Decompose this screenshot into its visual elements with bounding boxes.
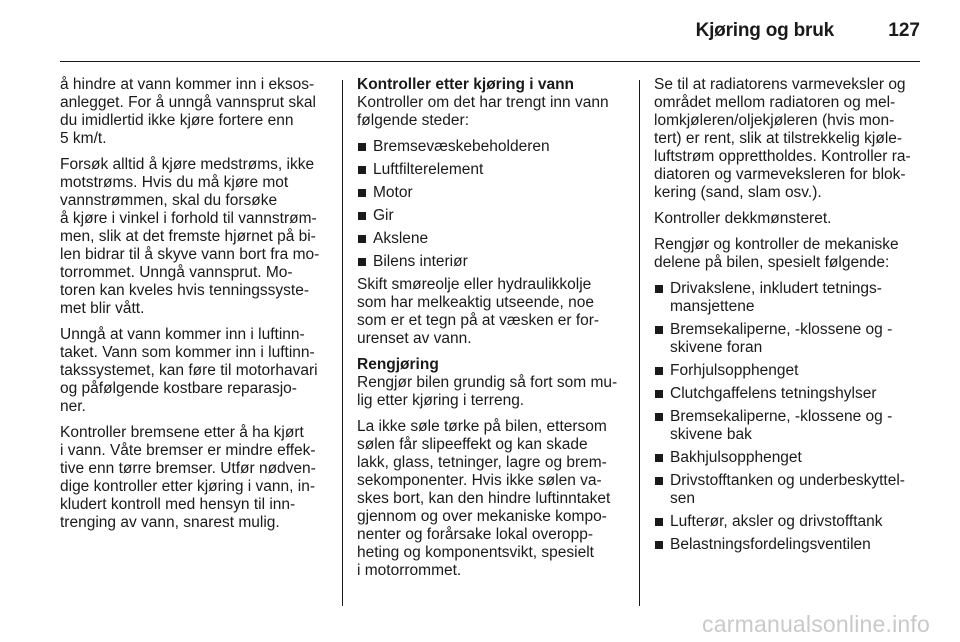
section-title: Kjøring og bruk: [695, 20, 834, 41]
list-item: Bilens interiør: [357, 253, 627, 271]
list-item: Drivstofftanken og underbeskyttel- sen: [654, 472, 924, 508]
section-heading: Kontroller etter kjøring i vann: [357, 76, 575, 93]
list-item: Luftfilterelement: [357, 161, 627, 179]
bullet-icon: [655, 454, 663, 462]
check-list: [357, 138, 627, 271]
paragraph: Rengjør bilen grundig så fort som mu- lig etter kjøring i terreng.: [357, 374, 618, 409]
watermark: carmanualsonline.info: [702, 611, 930, 637]
bullet-icon: [655, 285, 663, 293]
paragraph: Unngå at vann kommer inn i luftinn- taket. Vann som kommer inn i luftinn- takssystemet, kan føre til motorhavari og påfølgende kostbare reparasjo- ner.: [60, 326, 318, 415]
list-item: Akslene: [357, 230, 627, 248]
paragraph: Kontroller dekkmønsteret.: [654, 210, 832, 227]
column-2: [357, 76, 627, 588]
list-item: Bremsevæskebeholderen: [357, 138, 627, 156]
list-item: Bakhjulsopphenget: [654, 449, 924, 467]
bullet-icon: [655, 413, 663, 421]
header-rule: [60, 61, 920, 62]
bullet-icon: [358, 166, 366, 174]
bullet-icon: [655, 518, 663, 526]
page-header: [60, 14, 920, 54]
column-1: [60, 76, 328, 540]
paragraph: Forsøk alltid å kjøre medstrøms, ikke motstrøms. Hvis du må kjøre mot vannstrømmen, skal du forsøke å kjøre i vinkel i forhold til vannstrøm- men, slik at det fremste hjørnet på bi- len bidrar til å skyve vann bort fra mo- torrommet. Unngå vannsprut. Mo- toren kan kveles hvis tenningssyste- met blir vått.: [60, 156, 320, 317]
list-item: Motor: [357, 184, 627, 202]
bullet-icon: [358, 212, 366, 220]
column-3: [654, 76, 924, 559]
list-item: Gir: [357, 207, 627, 225]
paragraph: Skift smøreolje eller hydraulikkolje som har melkeaktig utseende, noe som er et tegn på at væsken er for- urenset av vann.: [357, 276, 600, 347]
bullet-icon: [358, 143, 366, 151]
list-item: Bremsekaliperne, -klossene og - skivene bak: [654, 408, 924, 444]
bullet-icon: [655, 477, 663, 485]
list-item: Bremsekaliperne, -klossene og - skivene foran: [654, 321, 924, 357]
list-item: Lufterør, aksler og drivstofftank: [654, 513, 924, 531]
paragraph: Rengjør og kontroller de mekaniske delene på bilen, spesielt følgende:: [654, 236, 899, 271]
bullet-icon: [358, 189, 366, 197]
paragraph: La ikke søle tørke på bilen, ettersom sølen får slipeeffekt og kan skade lakk, glass, tetninger, lagre og brem- sekomponenter. Hvis ikke sølen va- skes bort, kan den hindre luftinntaket gjennom og over mekaniske kompo- nenter og forårsake lokal overopp- heting og komponentsvikt, spesielt i motorrommet.: [357, 418, 611, 579]
column-divider: [342, 80, 343, 606]
inspection-list: [654, 280, 924, 554]
list-item: Belastningsfordelingsventilen: [654, 536, 924, 554]
bullet-icon: [655, 390, 663, 398]
list-item: Clutchgaffelens tetningshylser: [654, 385, 924, 403]
section-heading: Rengjøring: [357, 356, 439, 373]
bullet-icon: [358, 235, 366, 243]
paragraph: å hindre at vann kommer inn i eksos- anlegget. For å unngå vannsprut skal du imidlertid ikke kjøre fortere enn 5 km/t.: [60, 76, 316, 147]
list-item: Forhjulsopphenget: [654, 362, 924, 380]
page-number: 127: [888, 20, 920, 41]
bullet-icon: [655, 326, 663, 334]
paragraph: Kontroller bremsene etter å ha kjørt i vann. Våte bremser er mindre effek- tive enn tørre bremser. Utfør nødven- dige kontroller etter kjøring i vann, in- kludert kontroll med hensyn til inn- trenging av vann, snarest mulig.: [60, 424, 316, 531]
bullet-icon: [655, 541, 663, 549]
bullet-icon: [358, 258, 366, 266]
column-divider: [639, 80, 640, 606]
bullet-icon: [655, 367, 663, 375]
paragraph: Se til at radiatorens varmeveksler og området mellom radiatoren og mel- lomkjøleren/oljekjøleren (hvis mon- tert) er rent, slik at tilstrekkelig kjøle- luftstrøm opprettholdes. Kontroller ra- diatoren og varmeveksleren for blok- kering (sand, slam osv.).: [654, 76, 911, 201]
paragraph: Kontroller om det har trengt inn vann følgende steder:: [357, 94, 609, 129]
list-item: Drivakslene, inkludert tetnings- mansjettene: [654, 280, 924, 316]
